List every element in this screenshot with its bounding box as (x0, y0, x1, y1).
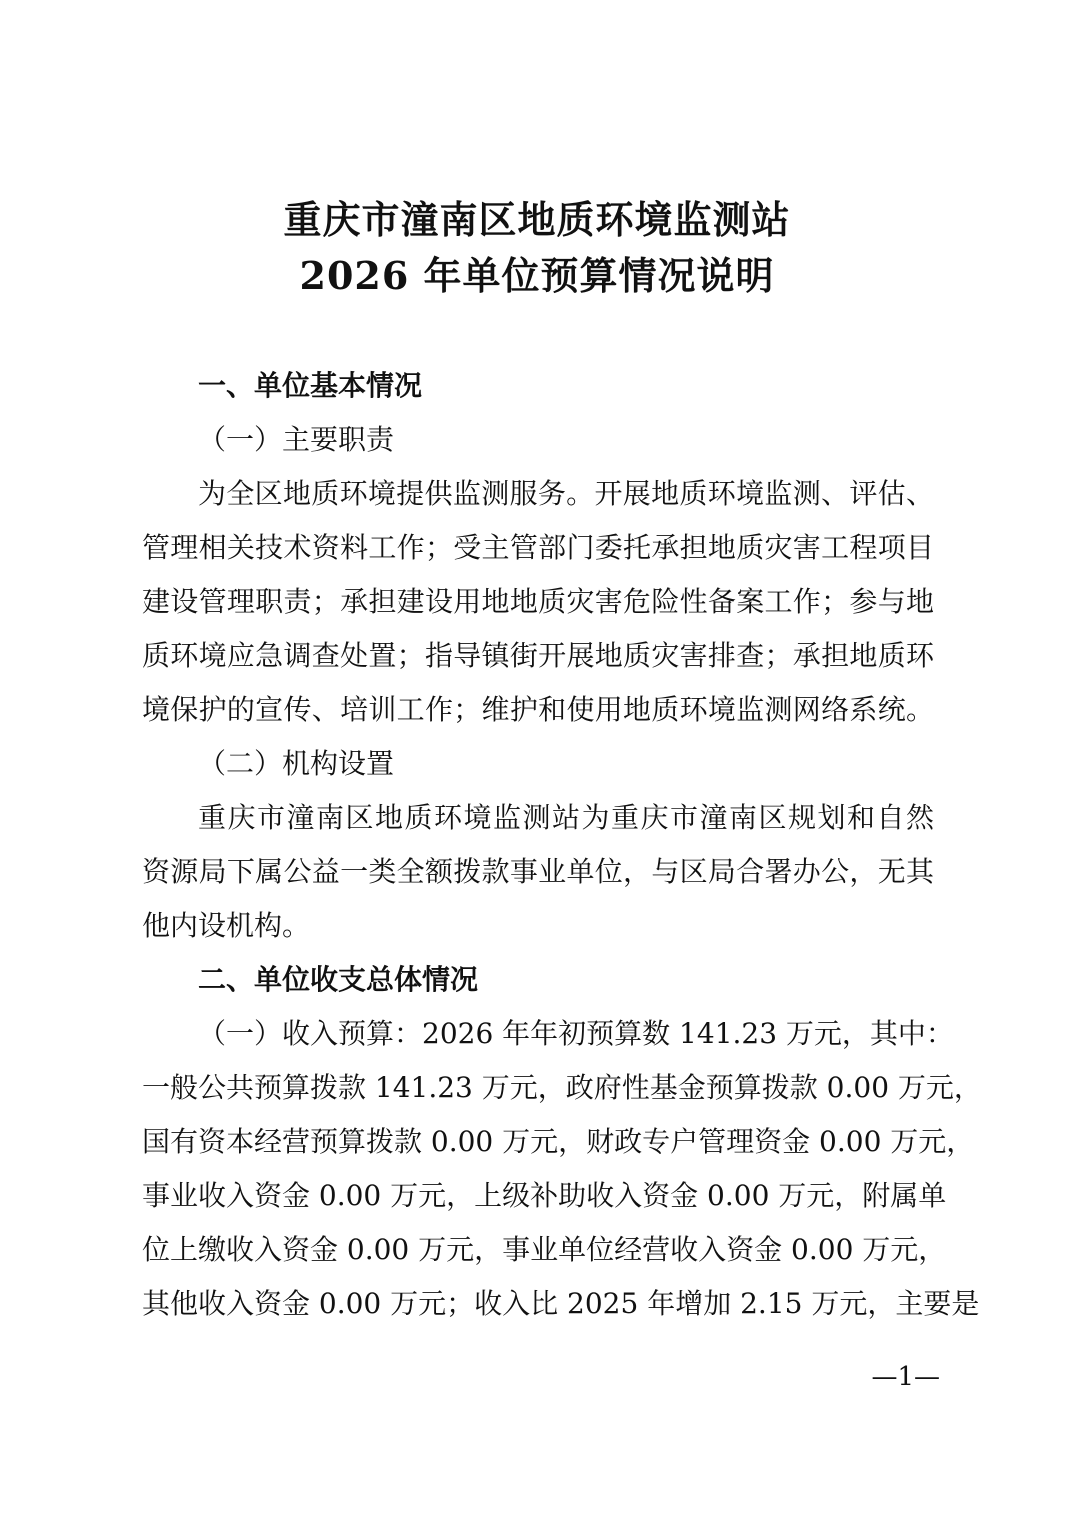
paragraph-line: 建设管理职责；承担建设用地地质灾害危险性备案工作；参与地 (142, 585, 934, 618)
paragraph-line: 一般公共预算拨款 141.23 万元，政府性基金预算拨款 0.00 万元， (142, 1071, 982, 1104)
paragraph-line: 位上缴收入资金 0.00 万元，事业单位经营收入资金 0.00 万元， (142, 1233, 947, 1266)
paragraph-line: 管理相关技术资料工作；受主管部门委托承担地质灾害工程项目 (142, 531, 934, 564)
page-title-line-2: 2026 年单位预算情况说明 (299, 253, 775, 298)
page-number: —1— (871, 1362, 940, 1392)
subsection-heading-organization: （二）机构设置 (198, 747, 395, 780)
section-heading-basic-info: 一、单位基本情况 (198, 369, 423, 402)
paragraph-line: 质环境应急调查处置；指导镇街开展地质灾害排查；承担地质环 (142, 639, 934, 672)
paragraph-line: 境保护的宣传、培训工作；维护和使用地质环境监测网络系统。 (142, 693, 934, 726)
subsection-heading-duties: （一）主要职责 (198, 423, 395, 456)
section-heading-budget-overview: 二、单位收支总体情况 (198, 963, 479, 996)
paragraph-line: 他内设机构。 (142, 909, 311, 942)
paragraph-line: 其他收入资金 0.00 万元；收入比 2025 年增加 2.15 万元，主要是 (142, 1287, 980, 1320)
paragraph-line: 重庆市潼南区地质环境监测站为重庆市潼南区规划和自然 (198, 801, 934, 834)
page-title-line-1: 重庆市潼南区地质环境监测站 (283, 197, 791, 242)
paragraph-line: 资源局下属公益一类全额拨款事业单位，与区局合署办公，无其 (142, 855, 934, 888)
paragraph-line: 为全区地质环境提供监测服务。开展地质环境监测、评估、 (198, 477, 934, 510)
paragraph-line: 事业收入资金 0.00 万元，上级补助收入资金 0.00 万元，附属单 (142, 1179, 947, 1212)
paragraph-line: （一）收入预算：2026 年年初预算数 141.23 万元，其中： (198, 1017, 954, 1050)
paragraph-line: 国有资本经营预算拨款 0.00 万元，财政专户管理资金 0.00 万元， (142, 1125, 975, 1158)
